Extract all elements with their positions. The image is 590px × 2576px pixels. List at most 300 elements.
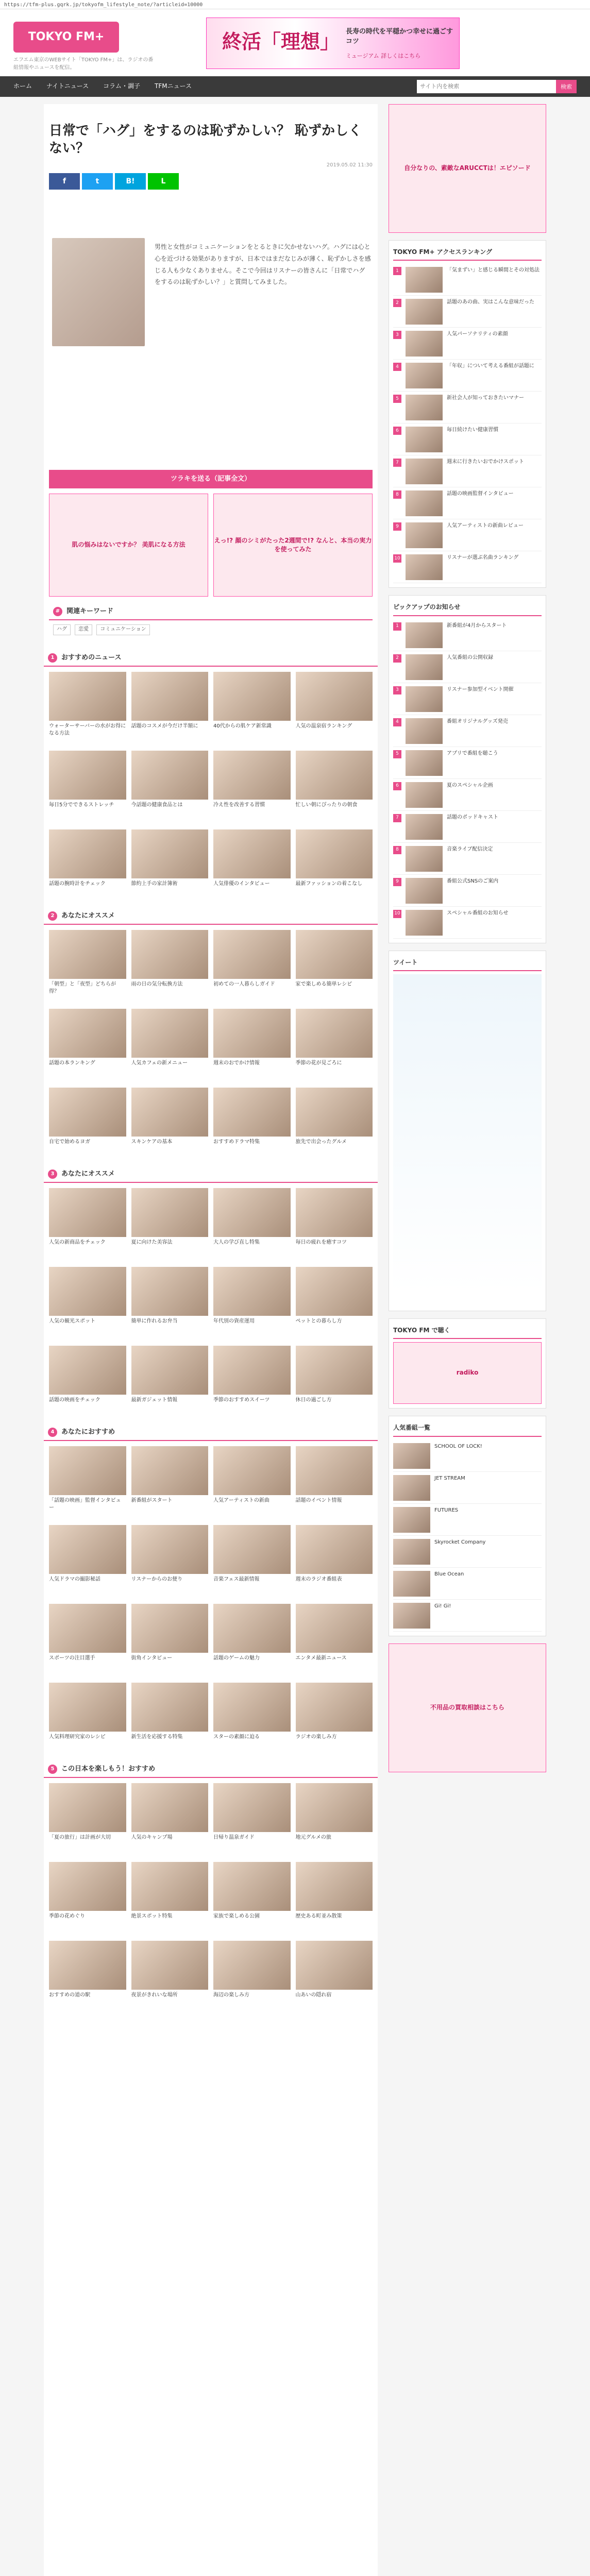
card-thumbnail[interactable] xyxy=(213,1267,291,1316)
program-logo[interactable] xyxy=(393,1475,430,1501)
sidebar-row-text[interactable]: 週末に行きたいおでかけスポット xyxy=(447,459,524,465)
search-button[interactable]: 検索 xyxy=(556,80,577,93)
article-card[interactable] xyxy=(131,1604,209,1677)
card-caption[interactable]: 節約上手の家計簿術 xyxy=(131,881,178,887)
article-card[interactable] xyxy=(296,1267,373,1341)
sidebar-row[interactable] xyxy=(393,423,542,455)
site-logo[interactable]: TOKYO FM+ xyxy=(13,22,119,53)
article-card[interactable] xyxy=(213,1188,291,1262)
card-thumbnail[interactable] xyxy=(131,751,209,800)
sidebar-thumbnail[interactable] xyxy=(406,910,443,936)
program-row[interactable] xyxy=(393,1472,542,1504)
card-caption[interactable]: 簡単に作れるお弁当 xyxy=(131,1318,178,1324)
card-caption[interactable]: ペットとの暮らし方 xyxy=(295,1318,342,1324)
card-thumbnail[interactable] xyxy=(49,1604,126,1653)
sidebar-row-text[interactable]: 人気パーソナリティの素顔 xyxy=(447,331,508,337)
card-thumbnail[interactable] xyxy=(213,1446,291,1495)
card-thumbnail[interactable] xyxy=(49,1009,126,1058)
card-thumbnail[interactable] xyxy=(131,1862,209,1911)
article-card[interactable] xyxy=(49,751,126,824)
card-caption[interactable]: 人気の新商品をチェック xyxy=(49,1240,106,1245)
card-thumbnail[interactable] xyxy=(296,751,373,800)
sidebar-row-text[interactable]: 話題のあの曲、実はこんな意味だった xyxy=(447,299,534,306)
card-caption[interactable]: スポーツの注目選手 xyxy=(49,1655,95,1661)
card-caption[interactable]: 人気カフェの新メニュー xyxy=(131,1060,188,1066)
card-thumbnail[interactable] xyxy=(131,1941,209,1990)
article-card[interactable] xyxy=(296,829,373,903)
sidebar-row-text[interactable]: 人気番組の公開収録 xyxy=(447,654,493,660)
sidebar-ad-bottom[interactable]: 不用品の買取相談はこちら xyxy=(389,1643,546,1772)
url-bar[interactable]: https://tfm-plus.gqrk.jp/tokyofm_lifestyle_note/?articleid=10000 xyxy=(0,0,590,9)
sidebar-row-text[interactable]: 番組公式SNSのご案内 xyxy=(447,878,499,884)
article-card[interactable] xyxy=(296,1604,373,1677)
sidebar-row[interactable] xyxy=(393,328,542,360)
sidebar-row[interactable] xyxy=(393,360,542,392)
sidebar-row-text[interactable]: 「年収」について考える番組が話題に xyxy=(447,363,534,369)
card-caption[interactable]: 話題のゲームの魅力 xyxy=(213,1655,260,1661)
facebook-share-icon[interactable]: f xyxy=(49,173,80,190)
sidebar-row[interactable] xyxy=(393,907,542,939)
card-caption[interactable]: 人気の温泉宿ランキング xyxy=(295,723,352,729)
program-name[interactable]: Gi! Gi! xyxy=(434,1603,451,1609)
ad-left[interactable]: 肌の悩みはないですか？ 美肌になる方法 xyxy=(49,494,208,597)
card-thumbnail[interactable] xyxy=(213,1525,291,1574)
sidebar-row[interactable] xyxy=(393,392,542,423)
card-caption[interactable]: 週末のおでかけ情報 xyxy=(213,1060,260,1066)
card-caption[interactable]: 忙しい朝にぴったりの朝食 xyxy=(295,802,358,808)
card-caption[interactable]: 毎日5分でできるストレッチ xyxy=(49,802,114,808)
rank-badge: 2 xyxy=(393,299,401,307)
card-thumbnail[interactable] xyxy=(213,930,291,979)
sidebar-row-text[interactable]: リスナーが選ぶ名曲ランキング xyxy=(447,555,519,561)
card-caption[interactable]: おすすめの道の駅 xyxy=(49,1992,91,1998)
card-thumbnail[interactable] xyxy=(49,930,126,979)
card-caption[interactable]: 自宅で始めるヨガ xyxy=(49,1139,90,1145)
card-caption[interactable]: 話題のコスメが今だけ半額に xyxy=(131,723,198,729)
card-caption[interactable]: 季節の花が見ごろに xyxy=(295,1060,342,1066)
article-card[interactable] xyxy=(49,930,126,1004)
card-caption[interactable]: 今話題の健康食品とは xyxy=(131,802,183,808)
card-caption[interactable]: リスナーからのお便り xyxy=(131,1577,183,1582)
card-caption[interactable]: 夏に向けた美容法 xyxy=(131,1240,173,1245)
card-thumbnail[interactable] xyxy=(296,1446,373,1495)
article-card[interactable] xyxy=(131,1446,209,1520)
article-card[interactable] xyxy=(131,1941,209,2014)
sidebar-thumbnail[interactable] xyxy=(406,331,443,357)
sidebar-row[interactable] xyxy=(393,779,542,811)
campaign-button[interactable]: ツラキを送る（記事全文） xyxy=(49,470,373,488)
sidebar-row[interactable] xyxy=(393,264,542,296)
rank-badge: 6 xyxy=(393,782,401,790)
sidebar-thumbnail[interactable] xyxy=(406,459,443,484)
sidebar-thumbnail[interactable] xyxy=(406,750,443,776)
article-card[interactable] xyxy=(49,1088,126,1161)
article-card[interactable] xyxy=(131,1783,209,1857)
card-thumbnail[interactable] xyxy=(213,1009,291,1058)
card-thumbnail[interactable] xyxy=(296,1267,373,1316)
article-card[interactable] xyxy=(49,1346,126,1419)
card-caption[interactable]: 「夏の旅行」は計画が大切 xyxy=(49,1835,111,1840)
program-row[interactable] xyxy=(393,1440,542,1472)
program-name[interactable]: JET STREAM xyxy=(434,1475,465,1481)
article-card[interactable] xyxy=(213,1862,291,1936)
card-caption[interactable]: 話題の腕時計をチェック xyxy=(49,881,106,887)
card-caption[interactable]: 休日の過ごし方 xyxy=(295,1397,332,1403)
card-thumbnail[interactable] xyxy=(131,1267,209,1316)
card-caption[interactable]: 音楽フェス最新情報 xyxy=(213,1577,260,1582)
article-card[interactable] xyxy=(49,1862,126,1936)
card-thumbnail[interactable] xyxy=(213,1346,291,1395)
sidebar-ad-top[interactable]: 自分なりの、素敵なARUCCTは！エピソード xyxy=(389,104,546,233)
nav-item-tfm-news[interactable]: TFMニュース xyxy=(155,82,192,90)
sidebar-row-text[interactable]: リスナー参加型イベント開催 xyxy=(447,686,514,692)
sidebar-row[interactable] xyxy=(393,519,542,551)
article-card[interactable] xyxy=(296,672,373,745)
article-card[interactable] xyxy=(49,1941,126,2014)
article-card[interactable] xyxy=(213,930,291,1004)
sidebar-thumbnail[interactable] xyxy=(406,686,443,712)
program-name[interactable]: Skyrocket Company xyxy=(434,1539,486,1545)
card-thumbnail[interactable] xyxy=(296,930,373,979)
article-card[interactable] xyxy=(296,1188,373,1262)
sidebar-row-text[interactable]: アプリで番組を聴こう xyxy=(447,750,498,756)
rank-badge: 1 xyxy=(393,267,401,275)
article-card[interactable] xyxy=(131,1009,209,1082)
sidebar-row[interactable] xyxy=(393,455,542,487)
article-card[interactable] xyxy=(131,930,209,1004)
card-caption[interactable]: おすすめドラマ特集 xyxy=(213,1139,260,1145)
card-thumbnail[interactable] xyxy=(131,930,209,979)
nav-item-night-news[interactable]: ナイトニュース xyxy=(46,82,89,90)
card-thumbnail[interactable] xyxy=(296,1009,373,1058)
card-caption[interactable]: 毎日の疲れを癒すコツ xyxy=(295,1240,347,1245)
program-logo[interactable] xyxy=(393,1443,430,1469)
article-card[interactable] xyxy=(49,1604,126,1677)
rank-badge: 3 xyxy=(393,331,401,339)
program-name[interactable]: FUTURES xyxy=(434,1507,459,1513)
article-card[interactable] xyxy=(296,1088,373,1161)
article-card[interactable] xyxy=(131,672,209,745)
article-card[interactable] xyxy=(49,1009,126,1082)
article-card[interactable] xyxy=(213,1604,291,1677)
sidebar-row[interactable] xyxy=(393,651,542,683)
article-card[interactable] xyxy=(213,1941,291,2014)
card-thumbnail[interactable] xyxy=(213,1683,291,1732)
twitter-timeline[interactable] xyxy=(393,974,542,1294)
card-caption[interactable]: 夜景がきれいな場所 xyxy=(131,1992,178,1998)
card-caption[interactable]: 話題の映画をチェック xyxy=(49,1397,100,1403)
card-thumbnail[interactable] xyxy=(131,1783,209,1832)
article-card[interactable] xyxy=(131,1188,209,1262)
card-thumbnail[interactable] xyxy=(49,1862,126,1911)
nav-item-column[interactable]: コラム・調子 xyxy=(103,82,140,90)
card-thumbnail[interactable] xyxy=(131,1088,209,1137)
article-card[interactable] xyxy=(296,1783,373,1857)
article-card[interactable] xyxy=(49,1446,126,1520)
card-caption[interactable]: 季節の花めぐり xyxy=(49,1913,85,1919)
article-card[interactable] xyxy=(131,1525,209,1599)
card-thumbnail[interactable] xyxy=(131,1009,209,1058)
card-caption[interactable]: 人気アーティストの新曲 xyxy=(213,1498,269,1503)
sidebar-row-text[interactable]: 新番組が4月からスタート xyxy=(447,622,507,629)
card-thumbnail[interactable] xyxy=(296,672,373,721)
article-card[interactable] xyxy=(296,930,373,1004)
article-card[interactable] xyxy=(49,1188,126,1262)
sidebar-row[interactable] xyxy=(393,619,542,651)
program-logo[interactable] xyxy=(393,1539,430,1565)
card-caption[interactable]: スキンケアの基本 xyxy=(131,1139,173,1145)
card-thumbnail[interactable] xyxy=(296,1783,373,1832)
card-thumbnail[interactable] xyxy=(131,1525,209,1574)
card-caption[interactable]: 絶景スポット特集 xyxy=(131,1913,173,1919)
sidebar-row-text[interactable]: 音楽ライブ配信決定 xyxy=(447,846,493,852)
sidebar-thumbnail[interactable] xyxy=(406,522,443,548)
rank-badge: 2 xyxy=(393,654,401,663)
card-caption[interactable]: 海辺の楽しみ方 xyxy=(213,1992,249,1998)
card-caption[interactable]: 人気俳優のインタビュー xyxy=(213,881,270,887)
sidebar-row-text[interactable]: スペシャル番組のお知らせ xyxy=(447,910,509,916)
card-caption[interactable]: 季節のおすすめスイーツ xyxy=(213,1397,270,1403)
card-caption[interactable]: 新生活を応援する特集 xyxy=(131,1734,183,1740)
sidebar-row-text[interactable]: 夏のスペシャル企画 xyxy=(447,782,493,788)
sidebar-thumbnail[interactable] xyxy=(406,427,443,452)
article-card[interactable] xyxy=(296,1346,373,1419)
sidebar-thumbnail[interactable] xyxy=(406,878,443,904)
article-card[interactable] xyxy=(131,1683,209,1756)
card-thumbnail[interactable] xyxy=(49,1088,126,1137)
sidebar-row[interactable] xyxy=(393,715,542,747)
twitter-share-icon[interactable]: t xyxy=(82,173,113,190)
sidebar-row[interactable] xyxy=(393,296,542,328)
article-card[interactable] xyxy=(131,829,209,903)
card-caption[interactable]: 「朝型」と「夜型」どちらが得？ xyxy=(49,981,116,994)
card-thumbnail[interactable] xyxy=(131,1683,209,1732)
card-caption[interactable]: エンタメ最新ニュース xyxy=(295,1655,347,1661)
sidebar-thumbnail[interactable] xyxy=(406,490,443,516)
header-banner-ad[interactable] xyxy=(206,18,460,69)
article-card[interactable] xyxy=(131,751,209,824)
article-card[interactable] xyxy=(131,1267,209,1341)
article-card[interactable] xyxy=(213,1009,291,1082)
card-thumbnail[interactable] xyxy=(131,672,209,721)
nav-item-home[interactable]: ホーム xyxy=(13,82,32,90)
card-caption[interactable]: 40代からの肌ケア新常識 xyxy=(213,723,272,729)
card-thumbnail[interactable] xyxy=(49,1683,126,1732)
sidebar-thumbnail[interactable] xyxy=(406,718,443,744)
article-card[interactable] xyxy=(49,1267,126,1341)
card-thumbnail[interactable] xyxy=(49,751,126,800)
card-thumbnail[interactable] xyxy=(213,1188,291,1237)
card-caption[interactable]: 旅先で出会ったグルメ xyxy=(295,1139,347,1145)
card-caption[interactable]: 話題の本ランキング xyxy=(49,1060,95,1066)
sidebar-row-text[interactable]: 話題の映画監督インタビュー xyxy=(447,491,514,497)
article-card[interactable] xyxy=(49,829,126,903)
card-caption[interactable]: 日帰り温泉ガイド xyxy=(213,1835,255,1840)
card-thumbnail[interactable] xyxy=(131,1446,209,1495)
program-logo[interactable] xyxy=(393,1571,430,1597)
card-thumbnail[interactable] xyxy=(49,672,126,721)
card-thumbnail[interactable] xyxy=(131,1346,209,1395)
sidebar-row-text[interactable]: 番組オリジナルグッズ発売 xyxy=(447,718,508,724)
article-card[interactable] xyxy=(213,1267,291,1341)
card-thumbnail[interactable] xyxy=(49,1783,126,1832)
article-card[interactable] xyxy=(213,751,291,824)
sidebar-thumbnail[interactable] xyxy=(406,395,443,420)
card-caption[interactable]: ラジオの楽しみ方 xyxy=(295,1734,337,1740)
card-thumbnail[interactable] xyxy=(213,1088,291,1137)
sidebar-thumbnail[interactable] xyxy=(406,554,443,580)
program-row[interactable] xyxy=(393,1568,542,1600)
card-caption[interactable]: 雨の日の気分転換方法 xyxy=(131,981,183,987)
tag[interactable]: 恋愛 xyxy=(75,624,92,635)
card-caption[interactable]: 週末のラジオ番組表 xyxy=(295,1577,342,1582)
card-caption[interactable]: 最新ガジェット情報 xyxy=(131,1397,178,1403)
card-thumbnail[interactable] xyxy=(296,1525,373,1574)
program-row[interactable] xyxy=(393,1600,542,1632)
ad-right[interactable]: えっ!? 顔のシミがたった2週間で!? なんと、本当の実力を使ってみた xyxy=(213,494,373,597)
card-caption[interactable]: 新番組がスタート xyxy=(131,1498,173,1503)
article-card[interactable] xyxy=(49,1525,126,1599)
sidebar-thumbnail[interactable] xyxy=(406,782,443,808)
sidebar-row[interactable] xyxy=(393,747,542,779)
sidebar-row[interactable] xyxy=(393,551,542,583)
card-caption[interactable]: 話題のイベント情報 xyxy=(295,1498,342,1503)
sidebar-row[interactable] xyxy=(393,683,542,715)
card-caption[interactable]: 地元グルメの旅 xyxy=(295,1835,331,1840)
sidebar-row-text[interactable]: 話題のポッドキャスト xyxy=(447,814,498,820)
article-card[interactable] xyxy=(213,829,291,903)
article-card[interactable] xyxy=(213,1525,291,1599)
sidebar-thumbnail[interactable] xyxy=(406,654,443,680)
sidebar-thumbnail[interactable] xyxy=(406,363,443,388)
program-row[interactable] xyxy=(393,1504,542,1536)
card-thumbnail[interactable] xyxy=(213,1941,291,1990)
card-caption[interactable]: 人気のキャンプ場 xyxy=(131,1835,173,1840)
card-thumbnail[interactable] xyxy=(49,829,126,878)
program-logo[interactable] xyxy=(393,1603,430,1629)
sidebar-row-text[interactable]: 毎日続けたい健康習慣 xyxy=(447,427,498,433)
sidebar-thumbnail[interactable] xyxy=(406,814,443,840)
card-caption[interactable]: 大人の学び直し特集 xyxy=(213,1240,260,1245)
program-name[interactable]: SCHOOL OF LOCK! xyxy=(434,1443,482,1449)
sidebar-thumbnail[interactable] xyxy=(406,267,443,293)
sidebar-thumbnail[interactable] xyxy=(406,622,443,648)
card-thumbnail[interactable] xyxy=(296,1862,373,1911)
card-thumbnail[interactable] xyxy=(296,1683,373,1732)
card-thumbnail[interactable] xyxy=(213,1604,291,1653)
article-card[interactable] xyxy=(49,672,126,745)
card-caption[interactable]: 人気料理研究家のレシピ xyxy=(49,1734,106,1740)
hatena-share-icon[interactable]: B! xyxy=(115,173,146,190)
article-card[interactable] xyxy=(131,1862,209,1936)
article-card[interactable] xyxy=(213,1346,291,1419)
card-caption[interactable]: 家で楽しめる簡単レシピ xyxy=(295,981,352,987)
article-card[interactable] xyxy=(131,1346,209,1419)
card-caption[interactable]: 「話題の映画」監督インタビュー xyxy=(49,1498,121,1511)
card-caption[interactable]: 街角インタビュー xyxy=(131,1655,173,1661)
card-thumbnail[interactable] xyxy=(131,829,209,878)
card-thumbnail[interactable] xyxy=(296,1188,373,1237)
card-caption[interactable]: 初めての一人暮らしガイド xyxy=(213,981,275,987)
sidebar-row[interactable] xyxy=(393,843,542,875)
article-card[interactable] xyxy=(296,751,373,824)
article-card[interactable] xyxy=(296,1525,373,1599)
card-thumbnail[interactable] xyxy=(213,672,291,721)
card-thumbnail[interactable] xyxy=(296,1941,373,1990)
sidebar-row[interactable] xyxy=(393,487,542,519)
rank-badge: 6 xyxy=(393,427,401,435)
article-card[interactable] xyxy=(49,1783,126,1857)
card-thumbnail[interactable] xyxy=(296,1088,373,1137)
card-thumbnail[interactable] xyxy=(49,1446,126,1495)
radio-banner[interactable]: radiko xyxy=(393,1342,542,1404)
card-thumbnail[interactable] xyxy=(213,1783,291,1832)
card-caption[interactable]: スターの素顔に迫る xyxy=(213,1734,260,1740)
program-logo[interactable] xyxy=(393,1507,430,1533)
article-card[interactable] xyxy=(296,1009,373,1082)
sidebar-row[interactable] xyxy=(393,811,542,843)
card-thumbnail[interactable] xyxy=(49,1188,126,1237)
card-thumbnail[interactable] xyxy=(49,1267,126,1316)
article-card[interactable] xyxy=(296,1446,373,1520)
article-card[interactable] xyxy=(213,672,291,745)
card-caption[interactable]: 人気ドラマの撮影秘話 xyxy=(49,1577,100,1582)
tag[interactable]: ハグ xyxy=(53,624,71,635)
article-card[interactable] xyxy=(213,1088,291,1161)
article-card[interactable] xyxy=(296,1941,373,2014)
article-card[interactable] xyxy=(213,1783,291,1857)
sidebar-row[interactable] xyxy=(393,875,542,907)
card-thumbnail[interactable] xyxy=(49,1525,126,1574)
card-caption[interactable]: ウォーターサーバーの水がお得になる方法 xyxy=(49,723,126,736)
article-card[interactable] xyxy=(49,1683,126,1756)
sidebar-row-text[interactable]: 人気アーティストの新曲レビュー xyxy=(447,523,524,529)
card-thumbnail[interactable] xyxy=(213,1862,291,1911)
card-caption[interactable]: 山あいの隠れ宿 xyxy=(295,1992,332,1998)
article-card[interactable] xyxy=(213,1683,291,1756)
sidebar-thumbnail[interactable] xyxy=(406,846,443,872)
card-caption[interactable]: 家族で楽しめる公園 xyxy=(213,1913,260,1919)
card-caption[interactable]: 人気の観光スポット xyxy=(49,1318,95,1324)
card-thumbnail[interactable] xyxy=(49,1941,126,1990)
card-caption[interactable]: 歴史ある町並み散策 xyxy=(295,1913,342,1919)
article-card[interactable] xyxy=(213,1446,291,1520)
card-thumbnail[interactable] xyxy=(131,1604,209,1653)
article-card[interactable] xyxy=(131,1088,209,1161)
card-thumbnail[interactable] xyxy=(296,1346,373,1395)
card-thumbnail[interactable] xyxy=(296,829,373,878)
tag[interactable]: コミュニケーション xyxy=(96,624,149,635)
site-search xyxy=(417,80,577,93)
search-input[interactable] xyxy=(417,80,556,93)
sidebar-thumbnail[interactable] xyxy=(406,299,443,325)
card-caption[interactable]: 年代別の資産運用 xyxy=(213,1318,255,1324)
card-caption[interactable]: 最新ファッションの着こなし xyxy=(295,881,363,887)
card-thumbnail[interactable] xyxy=(213,829,291,878)
sidebar-row-text[interactable]: 新社会人が知っておきたいマナー xyxy=(447,395,524,401)
card-caption[interactable]: 冷え性を改善する習慣 xyxy=(213,802,265,808)
article-card[interactable] xyxy=(296,1862,373,1936)
article-card[interactable] xyxy=(296,1683,373,1756)
card-thumbnail[interactable] xyxy=(49,1346,126,1395)
line-share-icon[interactable]: L xyxy=(148,173,179,190)
program-row[interactable] xyxy=(393,1536,542,1568)
card-thumbnail[interactable] xyxy=(213,751,291,800)
program-name[interactable]: Blue Ocean xyxy=(434,1571,464,1577)
card-thumbnail[interactable] xyxy=(296,1604,373,1653)
card-thumbnail[interactable] xyxy=(131,1188,209,1237)
sidebar-row-text[interactable]: 「気まずい」と感じる瞬間とその対処法 xyxy=(447,267,540,274)
